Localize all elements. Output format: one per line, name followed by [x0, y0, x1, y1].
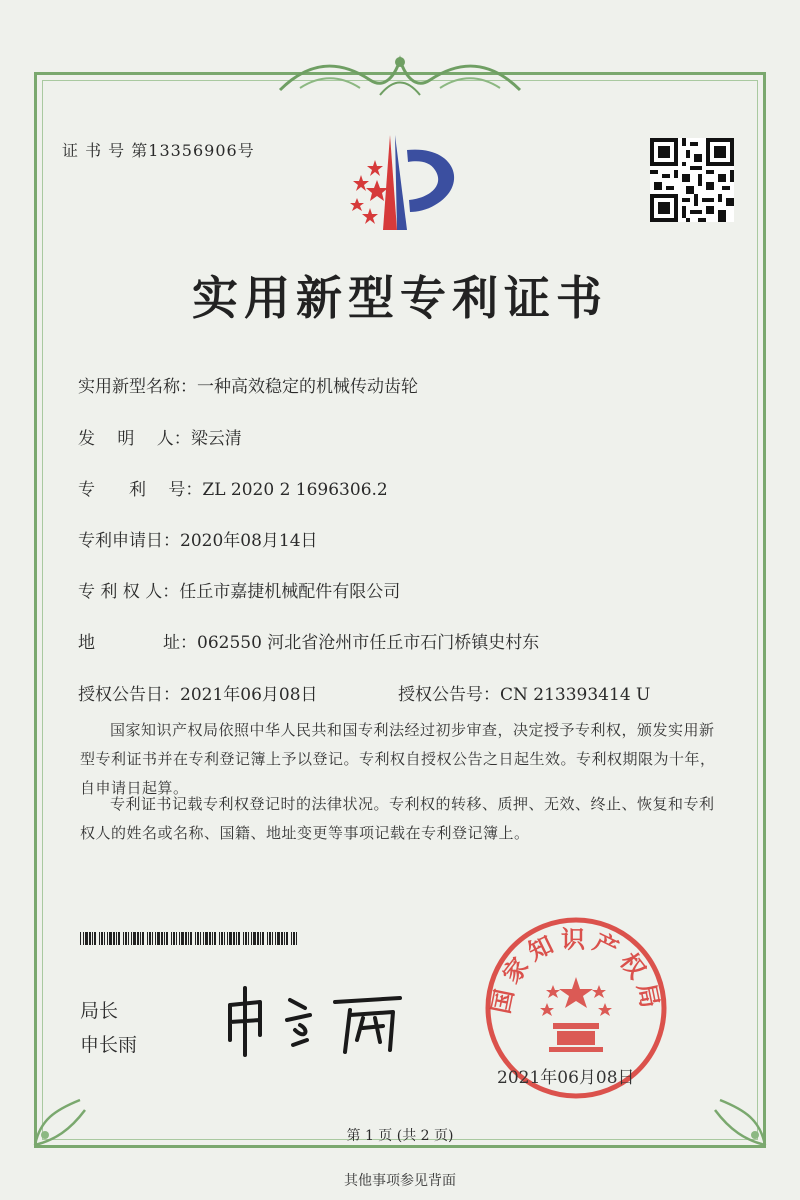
field-inventor	[78, 424, 242, 449]
field-value: 2021年06月08日	[180, 685, 318, 705]
field-patent-number	[78, 475, 388, 500]
field-announcement-date	[78, 680, 318, 705]
certificate-number: 证 书 号 第13356906号	[62, 141, 255, 160]
director-title: 局长	[80, 1000, 119, 1022]
certificate-title: 实用新型专利证书	[192, 271, 608, 325]
field-label: 发 明 人：	[78, 429, 191, 449]
barcode-icon	[80, 932, 298, 945]
field-value: 一种高效稳定的机械传动齿轮	[197, 377, 418, 397]
field-label: 实用新型名称：	[78, 377, 197, 397]
cnipa-logo-icon	[335, 130, 470, 240]
field-label: 专 利 号：	[78, 480, 203, 500]
field-announcement-number	[398, 680, 650, 705]
field-value: CN 213393414 U	[500, 685, 651, 705]
field-label: 专 利 权 人：	[78, 582, 180, 602]
legal-paragraph: 国家知识产权局依照中华人民共和国专利法经过初步审查，决定授予专利权，颁发实用新型专利证书并在专利登记簿上予以登记。专利权自授权公告之日起生效。专利权期限为十年，自申请日起算。	[80, 721, 716, 797]
page-number: 第 1 页 (共 2 页)	[346, 1128, 454, 1144]
svg-text:国家知识产权局	[487, 926, 665, 1017]
seal-date: 2021年06月08日	[497, 1068, 635, 1088]
field-address	[78, 628, 539, 653]
director-name: 申长雨	[80, 1034, 138, 1056]
field-label: 专利申请日：	[78, 531, 180, 551]
field-value: 2020年08月14日	[180, 531, 318, 551]
top-ornament-icon	[270, 50, 530, 100]
qr-code-icon	[650, 138, 734, 222]
legal-paragraph: 专利证书记载专利权登记时的法律状况。专利权的转移、质押、无效、终止、恢复和专利权人的姓名或名称、国籍、地址变更等事项记载在专利登记簿上。	[80, 795, 715, 842]
footer-note: 其他事项参见背面	[344, 1173, 456, 1189]
field-patentee	[78, 577, 400, 602]
field-label: 地 址：	[78, 633, 197, 653]
signature-icon	[215, 980, 415, 1060]
field-label: 授权公告号：	[398, 685, 500, 705]
field-value: ZL 2020 2 1696306.2	[202, 480, 388, 500]
field-value: 任丘市嘉捷机械配件有限公司	[179, 582, 401, 602]
seal-text: 国家知识产权局	[486, 925, 666, 1017]
field-value: 062550 河北省沧州市任丘市石门桥镇史村东	[197, 633, 540, 653]
field-application-date	[78, 526, 318, 551]
field-value: 梁云清	[190, 429, 242, 449]
field-label: 授权公告日：	[78, 685, 180, 705]
field-utility-model-name	[78, 372, 418, 397]
